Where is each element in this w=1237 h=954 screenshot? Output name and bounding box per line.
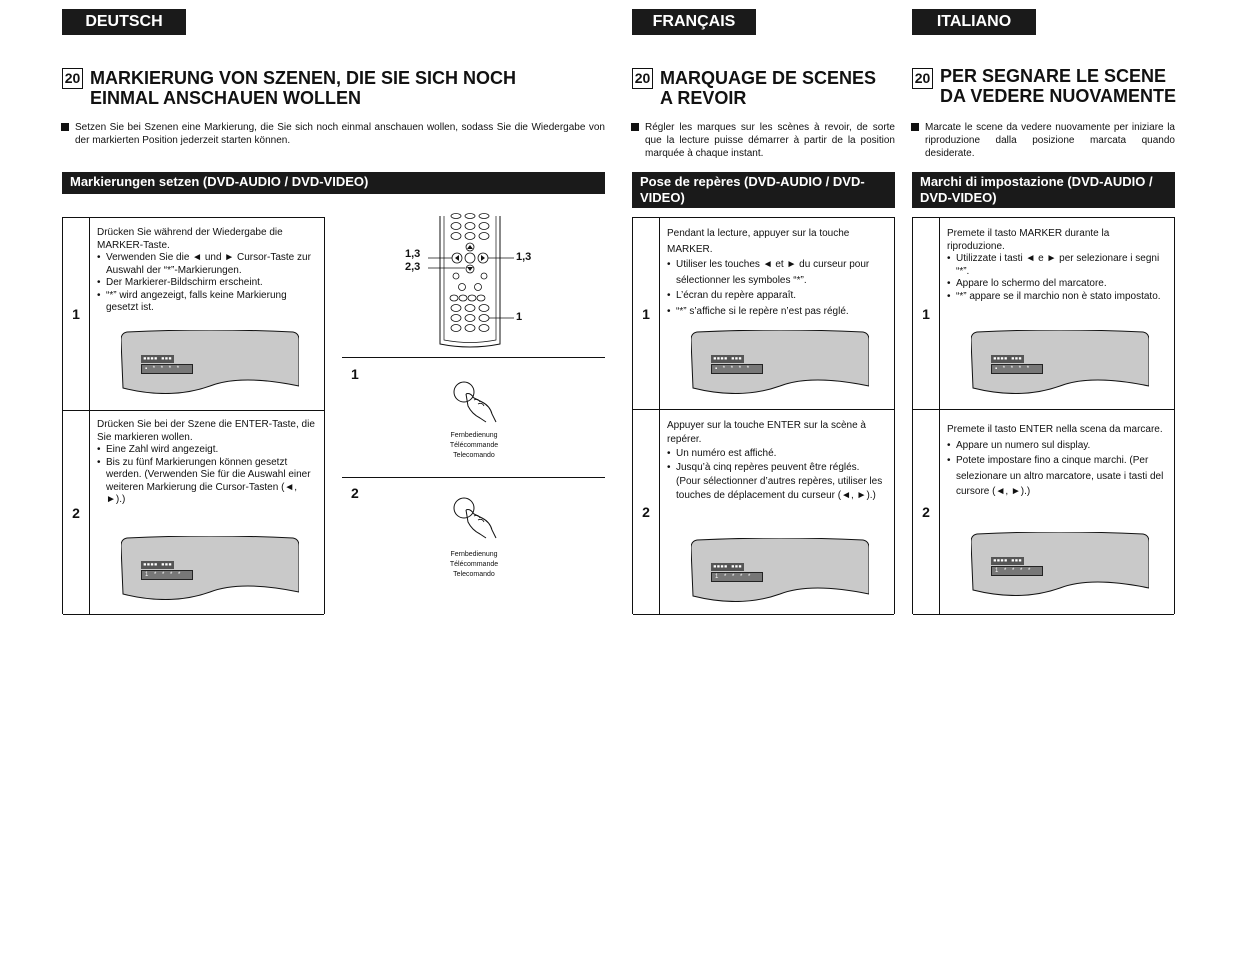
step-bullet: • Un numéro est affiché. <box>667 447 886 461</box>
section-title <box>940 66 1176 106</box>
step-bullet: • “*” wird angezeigt, falls keine Markierung gesetzt ist. <box>97 290 316 315</box>
caption-line: Fernbedienung <box>450 432 498 439</box>
section-number-badge: 20 <box>62 68 83 89</box>
section-number-badge: 20 <box>912 68 933 89</box>
screen-label: ▪▪▪▪ ▪▪▪ <box>143 561 172 568</box>
step-bullet: • Bis zu fünf Markierungen können gesetzt werden. (Verwenden Sie für die Auswahl einer weiteren Markierung die Cursor-Tasten (◄, ►).) <box>97 457 316 507</box>
intro-paragraph <box>75 121 605 147</box>
caption-line: Télécommande <box>449 442 499 449</box>
step-row <box>633 410 894 615</box>
square-bullet-icon <box>911 123 919 131</box>
remote-control-illustration <box>400 212 540 348</box>
screen-label: ▪▪▪▪ ▪▪▪ <box>993 355 1022 362</box>
subheading-bar: Markierungen setzen (DVD-AUDIO / DVD-VIDEO) <box>62 172 605 194</box>
title-line-1: PER SEGNARE LE SCENE <box>940 66 1167 86</box>
step-bullet: • Jusqu’à cinq repères peuvent être réglés. (Pour sélectionner d’autres repères, utiliser les touches de déplacement du curseur (◄, ►).) <box>667 461 886 503</box>
screen-label: ▪▪▪▪ ▪▪▪ <box>713 563 742 570</box>
marker-slots: 1 * * * * <box>141 570 193 580</box>
callout-label: 1,3 <box>516 251 532 263</box>
step-number: 2 <box>913 410 940 614</box>
tv-screen-illustration <box>971 532 1149 596</box>
language-tab-italiano: ITALIANO <box>912 9 1036 35</box>
step-main-text: Drücken Sie während der Wiedergabe die MARKER-Taste. <box>97 227 283 251</box>
screen-label: ▪▪▪▪ ▪▪▪ <box>713 355 742 362</box>
title-line-2: A REVOIR <box>660 88 747 108</box>
title-line-1: MARKIERUNG VON SZENEN, DIE SIE SICH NOCH <box>90 68 517 88</box>
title-line-2: DA VEDERE NUOVAMENTE <box>940 86 1177 106</box>
step-number: 2 <box>633 410 660 614</box>
marker-slots: ▪ * * * * <box>141 364 193 374</box>
step-main-text: Pendant la lecture, appuyer sur la touche MARKER. <box>667 228 850 255</box>
tv-screen-illustration <box>691 330 869 394</box>
square-bullet-icon <box>61 123 69 131</box>
step-row <box>63 218 324 411</box>
step-bullet: • Appare un numero sul display. <box>947 438 1166 454</box>
tv-screen-illustration <box>691 538 869 602</box>
step-main-text: Appuyer sur la touche ENTER sur la scène à repérer. <box>667 420 866 445</box>
caption-line: Fernbedienung <box>450 551 498 558</box>
hand-press-icon <box>452 496 502 541</box>
steps-table <box>912 217 1175 614</box>
step-number: 2 <box>63 411 90 614</box>
step-main-text: Drücken Sie bei der Szene die ENTER-Taste, die Sie markieren wollen. <box>97 419 315 443</box>
step-instructions <box>667 226 886 319</box>
intro-text: Setzen Sie bei Szenen eine Markierung, die Sie sich noch einmal anschauen wollen, sodass Sie die Wiedergabe von der markierten Position jederzeit starten können. <box>75 122 605 146</box>
step-bullet: • L’écran du repère apparaît. <box>667 288 886 304</box>
callout-label: 1,3 <box>405 248 421 260</box>
step-instructions <box>947 228 1166 303</box>
step-bullet: • Verwenden Sie die ◄ und ► Cursor-Taste zur Auswahl der “*”-Markierungen. <box>97 252 316 277</box>
subheading-bar: Marchi di impostazione (DVD-AUDIO / DVD-VIDEO) <box>912 172 1175 208</box>
step-main-text: Premete il tasto ENTER nella scena da marcare. <box>947 424 1163 435</box>
step-number: 1 <box>63 218 90 410</box>
caption-line: Télécommande <box>449 561 499 568</box>
step-bullet: • Potete impostare fino a cinque marchi. (Per selezionare un altro marcatore, usate i tasti del cursore (◄, ►).) <box>947 453 1166 500</box>
steps-table <box>62 217 325 614</box>
step-bullet: • Eine Zahl wird angezeigt. <box>97 444 316 457</box>
step-number: 1 <box>633 218 660 409</box>
marker-slots: 1 * * * * <box>991 566 1043 576</box>
step-row <box>63 411 324 615</box>
hand-press-icon <box>452 380 502 425</box>
step-bullet: • Appare lo schermo del marcatore. <box>947 278 1166 291</box>
section-title <box>90 68 516 108</box>
callout-label: 2,3 <box>405 261 421 273</box>
callout-label: 1 <box>516 311 523 323</box>
screen-label: ▪▪▪▪ ▪▪▪ <box>993 557 1022 564</box>
steps-table <box>632 217 895 614</box>
step-row <box>913 218 1174 410</box>
step-row <box>633 218 894 410</box>
step-instructions <box>97 227 316 315</box>
language-tab-deutsch: DEUTSCH <box>62 9 186 35</box>
divider-line <box>342 357 605 358</box>
step-instructions <box>947 422 1166 500</box>
caption-line: Telecomando <box>453 452 495 459</box>
intro-paragraph <box>925 121 1175 160</box>
caption-line: Telecomando <box>453 571 495 578</box>
step-number: 2 <box>351 485 359 501</box>
intro-text: Marcate le scene da vedere nuovamente per iniziare la riproduzione dalla posizione marcata quando desiderate. <box>925 122 1175 159</box>
step-main-text: Premete il tasto MARKER durante la riproduzione. <box>947 228 1110 252</box>
intro-text: Régler les marques sur les scènes à revoir, de sorte que la lecture puisse démarrer à partir de la position marquée à chaque instant. <box>645 122 895 159</box>
title-line-1: MARQUAGE DE SCENES <box>660 68 877 88</box>
step-bullet: • Der Markierer-Bildschirm erscheint. <box>97 277 316 290</box>
section-title <box>660 68 876 108</box>
marker-slots: ▪ * * * * <box>711 364 763 374</box>
step-row <box>913 410 1174 615</box>
step-number: 1 <box>913 218 940 409</box>
remote-caption <box>424 431 524 461</box>
step-instructions <box>97 419 316 507</box>
screen-label: ▪▪▪▪ ▪▪▪ <box>143 355 172 362</box>
title-line-2: EINMAL ANSCHAUEN WOLLEN <box>90 88 361 108</box>
divider-line <box>342 477 605 478</box>
intro-paragraph <box>645 121 895 160</box>
tv-screen-illustration <box>121 536 299 600</box>
step-bullet: • Utilizzate i tasti ◄ e ► per selezionare i segni “*”. <box>947 253 1166 278</box>
subheading-bar: Pose de repères (DVD-AUDIO / DVD-VIDEO) <box>632 172 895 208</box>
marker-slots: 1 * * * * <box>711 572 763 582</box>
step-bullet: • Utiliser les touches ◄ et ► du curseur pour sélectionner les symboles “*”. <box>667 257 886 288</box>
section-number-badge: 20 <box>632 68 653 89</box>
tv-screen-illustration <box>121 330 299 394</box>
step-instructions <box>667 419 886 503</box>
step-bullet: • “*” appare se il marchio non è stato impostato. <box>947 291 1166 304</box>
language-tab-francais: FRANÇAIS <box>632 9 756 35</box>
remote-caption <box>424 550 524 580</box>
square-bullet-icon <box>631 123 639 131</box>
marker-slots: ▪ * * * * <box>991 364 1043 374</box>
tv-screen-illustration <box>971 330 1149 394</box>
step-number: 1 <box>351 366 359 382</box>
step-bullet: • “*” s’affiche si le repère n’est pas réglé. <box>667 304 886 320</box>
